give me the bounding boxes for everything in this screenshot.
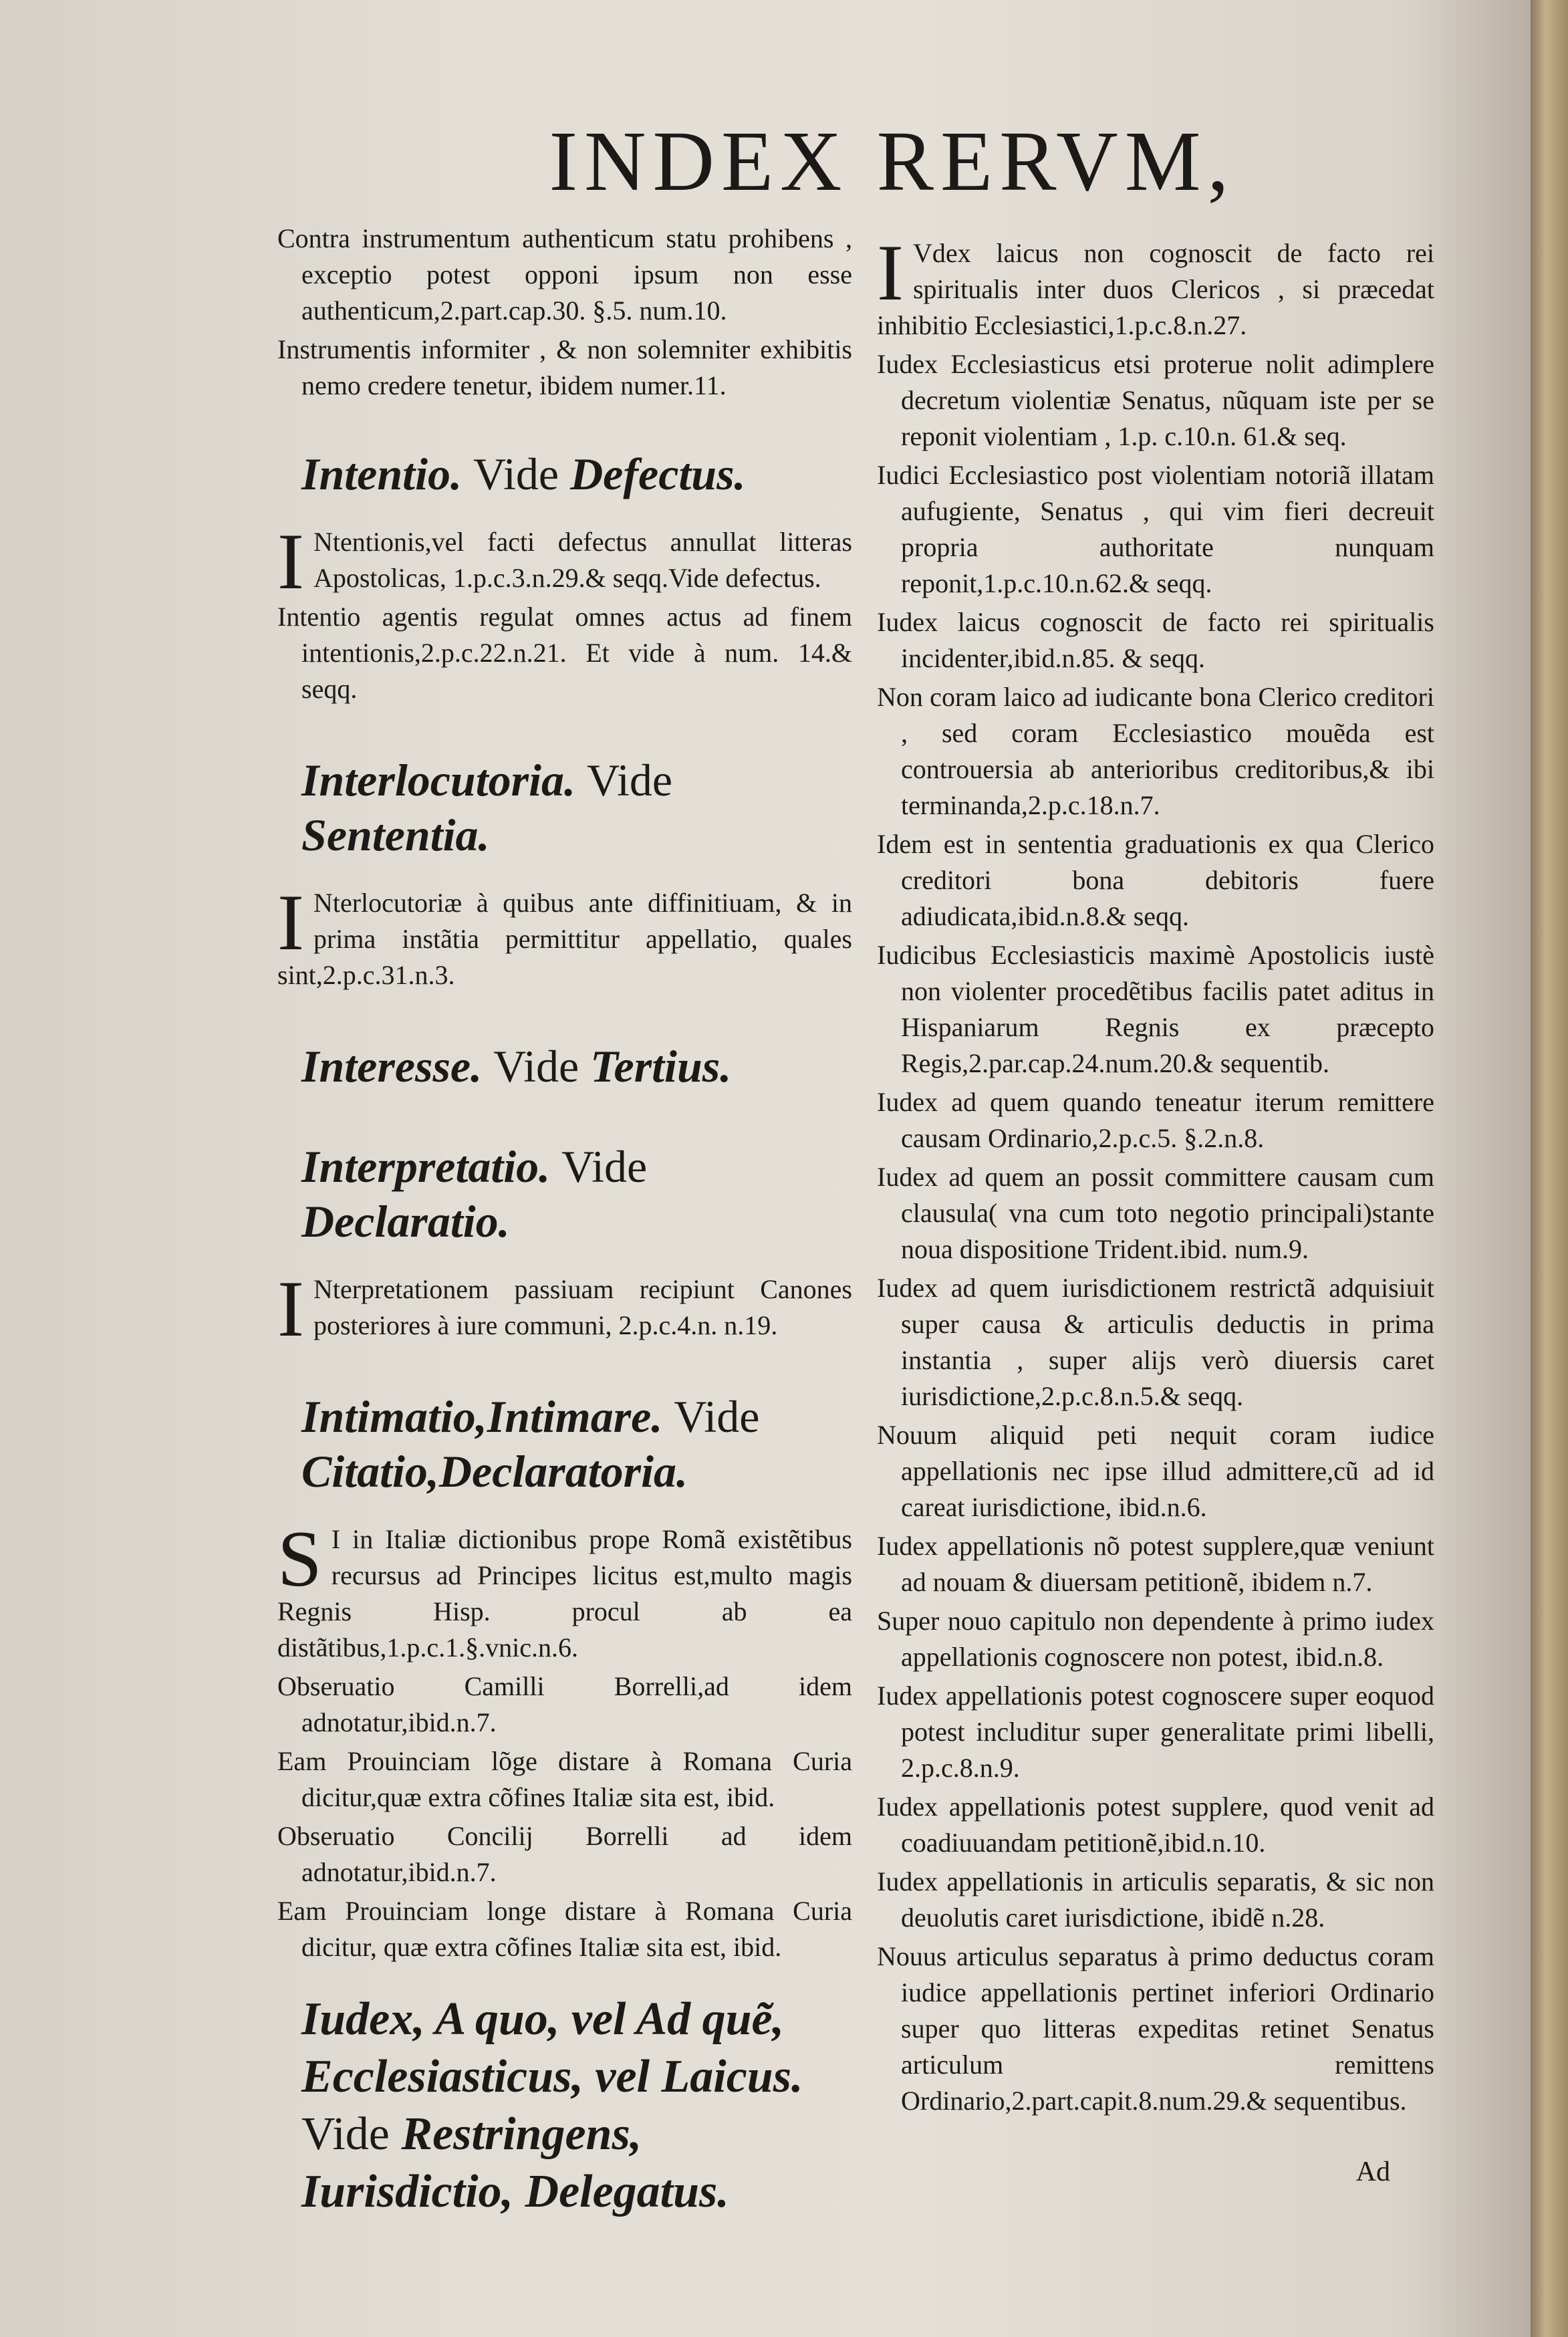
index-entry: Idem est in sententia graduationis ex qua Clerico creditori bona debitoris fuere adiudicata,ibid.n.8.& seqq.	[877, 829, 1434, 931]
index-entry: Obseruatio Concilij Borrelli ad idem adnotatur,ibid.n.7.	[277, 1821, 852, 1887]
entry-text: Nterpretationem passiuam recipiunt Canones posteriores à iure communi, 2.p.c.4.n. n.19.	[313, 1274, 852, 1340]
heading-term: Interpretatio.	[301, 1141, 551, 1192]
index-entry: Iudex ad quem iurisdictionem restrictã adquisiuit super causa & articulis deductis in prima instantia , super alijs verò diuersis caret iurisdictione,2.p.c.8.n.5.& seqq.	[877, 1273, 1434, 1411]
index-heading	[301, 447, 852, 501]
heading-reference: Restringens, Iurisdictio, Delegatus.	[301, 2108, 729, 2217]
index-entry: Nouum aliquid peti nequit coram iudice appellationis nec ipse illud admittere,cũ ad id careat iurisdictione, ibid.n.6.	[877, 1420, 1434, 1522]
index-entry: Iudex appellationis potest supplere, quod venit ad coadiuuandam petitionẽ,ibid.n.10.	[877, 1792, 1434, 1858]
index-entry: Iudex ad quem an possit committere causam cum clausula( vna cum toto negotio principali)stante noua dispositione Trident.ibid. num.9.	[877, 1162, 1434, 1264]
index-entry: Super nouo capitulo non dependente à primo iudex appellationis cognoscere non potest, ibid.n.8.	[877, 1606, 1434, 1672]
running-title: INDEX RERVM,	[549, 114, 1236, 209]
index-entry-initial	[277, 1514, 852, 1666]
entry-text: Vdex laicus non cognoscit de facto rei spiritualis inter duos Clericos , si præcedat inhibitio Ecclesiastici,1.p.c.8.n.27.	[877, 238, 1434, 340]
drop-cap-letter: I	[277, 517, 304, 606]
heading-reference: Sententia.	[301, 810, 490, 860]
index-entry: Iudex laicus cognoscit de facto rei spiritualis incidenter,ibid.n.85. & seqq.	[877, 607, 1434, 673]
book-gutter	[1531, 0, 1568, 2337]
heading-vide: Vide	[493, 1041, 579, 1092]
index-entry: Eam Prouinciam lõge distare à Romana Curia dicitur,quæ extra cõfines Italiæ sita est, ibid.	[277, 1746, 852, 1812]
heading-vide: Vide	[473, 449, 559, 499]
heading-vide: Vide	[586, 755, 673, 806]
catchword: Ad	[1355, 2157, 1390, 2187]
entry-text: Nterlocutoriæ à quibus ante diffinitiuam, & in prima instãtia permittitur appellatio, quales sint,2.p.c.31.n.3.	[277, 888, 852, 990]
heading-term: Iudex, A quo, vel Ad quẽ, Ecclesiasticus, vel Laicus.	[301, 1993, 803, 2102]
drop-cap-letter: I	[877, 228, 904, 317]
heading-term: Intimatio,Intimare.	[301, 1391, 663, 1442]
heading-term: Intentio.	[301, 449, 462, 499]
heading-reference: Tertius.	[590, 1041, 732, 1092]
index-heading	[301, 1139, 852, 1249]
drop-cap-letter: I	[277, 1264, 304, 1353]
heading-reference: Declaratio.	[301, 1196, 510, 1247]
left-column	[277, 221, 852, 2243]
index-entry: Iudex Ecclesiasticus etsi proterue nolit adimplere decretum violentiæ Senatus, nũquam iste per se reponit violentiam , 1.p. c.10.n. 61.& seq.	[877, 349, 1434, 451]
index-entry: Iudex ad quem quando teneatur iterum remittere causam Ordinario,2.p.c.5. §.2.n.8.	[877, 1087, 1434, 1153]
index-heading	[301, 1039, 852, 1094]
heading-vide: Vide	[674, 1391, 760, 1442]
heading-reference: Defectus.	[570, 449, 746, 499]
index-entry: Iudex appellationis nõ potest supplere,quæ veniunt ad nouam & diuersam petitionẽ, ibidem n.7.	[877, 1531, 1434, 1597]
index-entry: Nouus articulus separatus à primo deductus coram iudice appellationis pertinet inferiori Ordinario super quo litteras expeditas retinet Senatus articulum remittens Ordinario,2.part.capit.8.num.29.& sequentibus.	[877, 1941, 1434, 2116]
index-heading	[301, 753, 852, 862]
entry-text: I in Italiæ dictionibus prope Romã existẽtibus recursus ad Principes licitus est,multo magis Regnis Hisp. procul ab ea distãtibus,1.p.c.1.§.vnic.n.6.	[277, 1524, 852, 1663]
index-entry-initial	[877, 228, 1434, 344]
index-entry: Contra instrumentum authenticum statu prohibens , exceptio potest opponi ipsum non esse authenticum,2.part.cap.30. §.5. num.10.	[277, 223, 852, 326]
heading-vide: Vide	[301, 2108, 390, 2160]
drop-cap-letter: S	[277, 1514, 322, 1603]
index-entry: Intentio agentis regulat omnes actus ad finem intentionis,2.p.c.22.n.21. Et vide à num. 14.& seqq.	[277, 602, 852, 704]
heading-vide: Vide	[561, 1141, 648, 1192]
index-entry: Iudici Ecclesiastico post violentiam notoriã illatam aufugiente, Senatus , qui vim fieri decreuit propria authoritate nunquam reponit,1.p.c.10.n.62.& seqq.	[877, 460, 1434, 598]
index-entry: Iudicibus Ecclesiasticis maximè Apostolicis iustè non violenter procedẽtibus facilis patet aditus in Hispaniarum Regnis ex præcepto Regis,2.par.cap.24.num.20.& sequentib.	[877, 940, 1434, 1078]
index-entry: Eam Prouinciam longe distare à Romana Curia dicitur, quæ extra cõfines Italiæ sita est, ibid.	[277, 1896, 852, 1962]
entry-text: Ntentionis,vel facti defectus annullat litteras Apostolicas, 1.p.c.3.n.29.& seqq.Vide defectus.	[313, 527, 852, 593]
right-column	[877, 221, 1434, 2122]
index-entry: Iudex appellationis potest cognoscere super eoquod potest includitur super generalitate primi libelli, 2.p.c.8.n.9.	[877, 1681, 1434, 1783]
index-entry: Obseruatio Camilli Borrelli,ad idem adnotatur,ibid.n.7.	[277, 1671, 852, 1737]
heading-reference: Citatio,Declaratoria.	[301, 1446, 688, 1497]
index-heading	[301, 1389, 852, 1499]
index-entry: Non coram laico ad iudicante bona Clerico creditori , sed coram Ecclesiastico mouẽda est controuersia ab anterioribus creditoribus,& ibi terminanda,2.p.c.18.n.7.	[877, 682, 1434, 820]
drop-cap-letter: I	[277, 878, 304, 967]
index-entry-initial	[277, 878, 852, 993]
index-heading	[301, 1991, 852, 2221]
index-entry: Instrumentis informiter , & non solemniter exhibitis nemo credere tenetur, ibidem numer.11.	[277, 334, 852, 400]
heading-term: Interlocutoria.	[301, 755, 575, 806]
heading-term: Interesse.	[301, 1041, 483, 1092]
index-entry: Iudex appellationis in articulis separatis, & sic non deuolutis caret iurisdictione, ibidẽ n.28.	[877, 1866, 1434, 1933]
index-entry-initial	[277, 517, 852, 606]
index-entry-initial	[277, 1264, 852, 1353]
